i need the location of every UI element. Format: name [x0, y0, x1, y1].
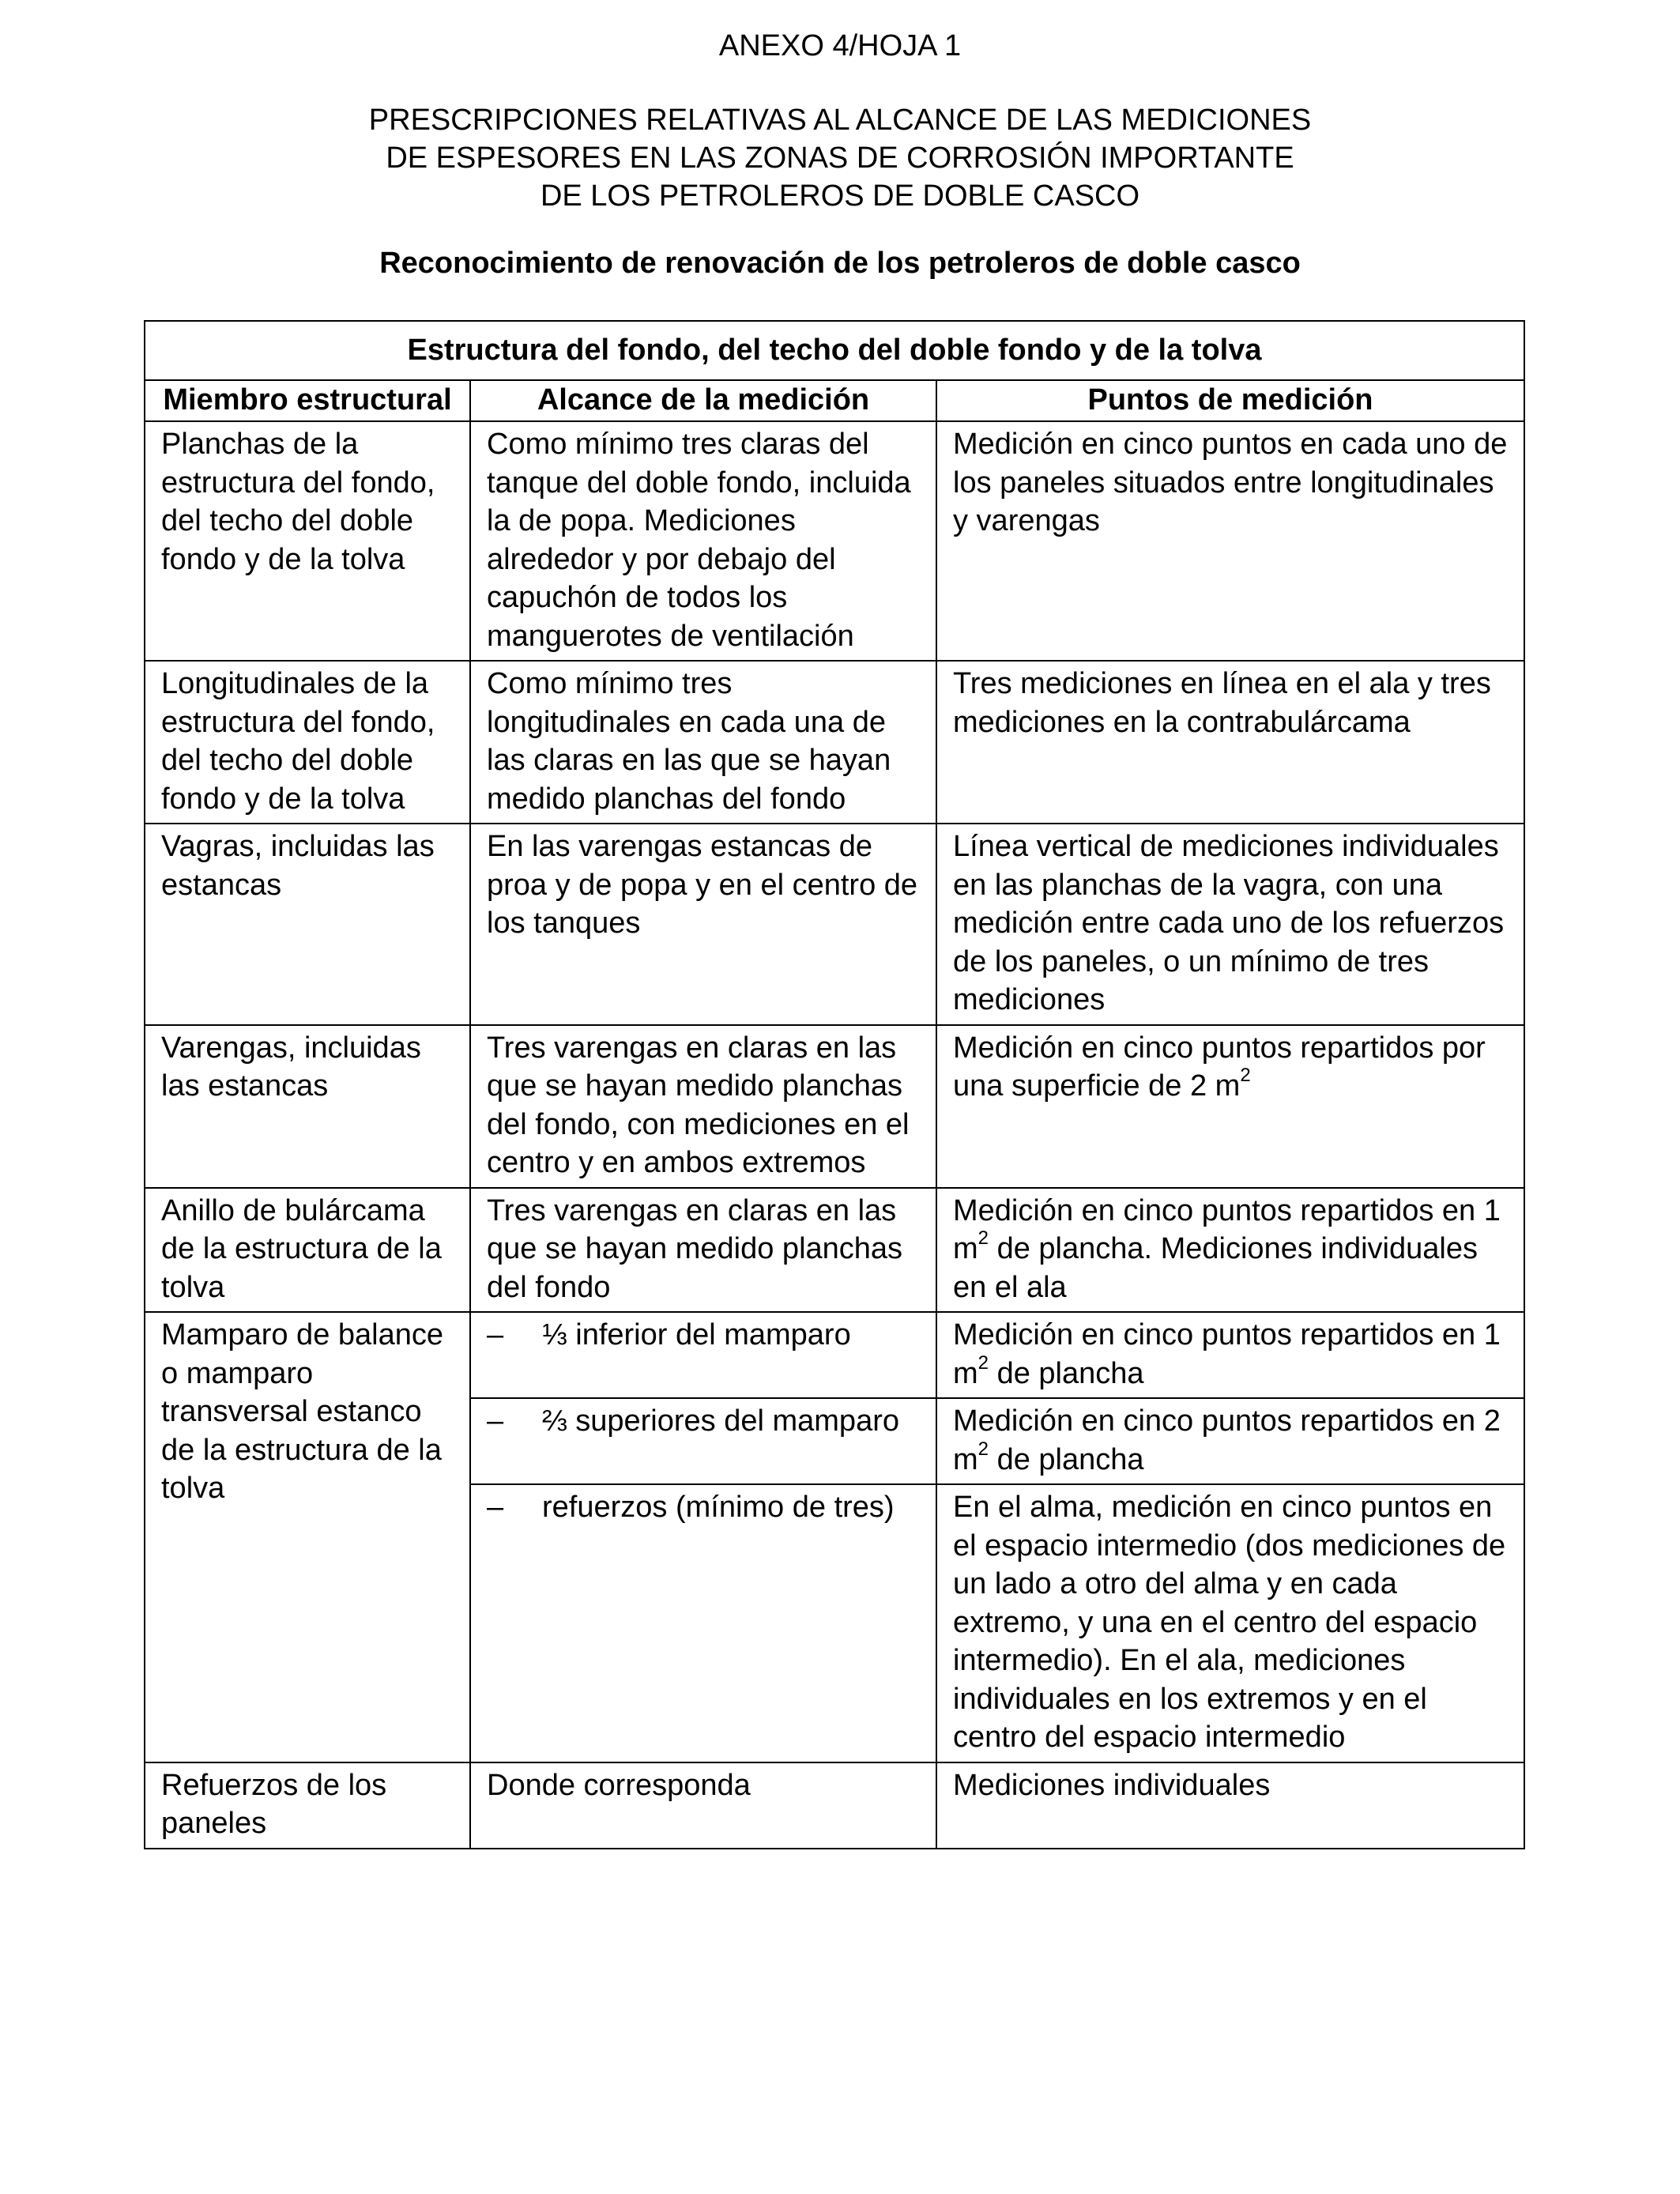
dash-item-text: ⅓ inferior del mamparo	[542, 1318, 851, 1351]
cell-extent	[470, 1312, 936, 1398]
cell-member: Mamparo de balance o mamparo transversal estanco de la estructura de la tolva	[145, 1312, 470, 1762]
cell-member: Longitudinales de la estructura del fondo, del techo del doble fondo y de la tolva	[145, 661, 470, 824]
dash-item	[487, 1488, 920, 1527]
table-band-row	[145, 321, 1524, 380]
cell-extent: Tres varengas en claras en las que se hayan medido planchas del fondo	[470, 1188, 936, 1313]
cell-points: Tres mediciones en línea en el ala y tres mediciones en la contrabulárcama	[936, 661, 1524, 824]
superscript: 2	[977, 1227, 989, 1250]
table-row	[145, 1762, 1524, 1849]
column-header-extent: Alcance de la medición	[470, 380, 936, 422]
title-line-3: DE LOS PETROLEROS DE DOBLE CASCO	[540, 179, 1140, 213]
cell-member: Anillo de bulárcama de la estructura de la tolva	[145, 1188, 470, 1313]
cell-extent: Tres varengas en claras en las que se hayan medido planchas del fondo, con mediciones en el centro y en ambos extremos	[470, 1025, 936, 1188]
cell-extent	[470, 1484, 936, 1762]
cell-member: Refuerzos de los paneles	[145, 1762, 470, 1849]
table-row	[145, 824, 1524, 1025]
subtitle: Reconocimiento de renovación de los petroleros de doble casco	[379, 247, 1301, 280]
title-line-2: DE ESPESORES EN LAS ZONAS DE CORROSIÓN IMPORTANTE	[386, 141, 1294, 175]
column-header-member: Miembro estructural	[145, 380, 470, 422]
points-text: Medición en cinco puntos repartidos en 1 m	[953, 1318, 1501, 1390]
points-text-tail: de plancha	[989, 1356, 1144, 1390]
cell-member: Varengas, incluidas las estancas	[145, 1025, 470, 1188]
dash-bullet: –	[487, 1404, 504, 1438]
cell-extent	[470, 1398, 936, 1484]
dash-item	[487, 1316, 920, 1355]
cell-extent: Como mínimo tres claras del tanque del doble fondo, incluida la de popa. Mediciones alrededor y por debajo del capuchón de todos los manguerotes de ventilación	[470, 421, 936, 661]
table-row	[145, 421, 1524, 661]
cell-points: Línea vertical de mediciones individuales en las planchas de la vagra, con una medición entre cada uno de los refuerzos de los paneles, o un mínimo de tres mediciones	[936, 824, 1524, 1025]
table-row	[145, 1025, 1524, 1188]
dash-item-text: ⅔ superiores del mamparo	[542, 1404, 899, 1438]
superscript: 2	[1240, 1065, 1251, 1087]
cell-points	[936, 1312, 1524, 1398]
cell-points: En el alma, medición en cinco puntos en el espacio intermedio (dos mediciones de un lado a otro del alma y en cada extremo, y una en el centro del espacio intermedio). En el ala, mediciones individuales en los extremos y en el centro del espacio intermedio	[936, 1484, 1524, 1762]
cell-points	[936, 1188, 1524, 1313]
table-header-row	[145, 380, 1524, 422]
measurement-table	[144, 320, 1525, 1849]
cell-member: Vagras, incluidas las estancas	[145, 824, 470, 1025]
table-row	[145, 661, 1524, 824]
cell-member: Planchas de la estructura del fondo, del techo del doble fondo y de la tolva	[145, 421, 470, 661]
cell-points	[936, 1398, 1524, 1484]
superscript: 2	[977, 1351, 989, 1374]
points-text-tail: de plancha. Mediciones individuales en el ala	[953, 1232, 1478, 1304]
column-header-points: Puntos de medición	[936, 380, 1524, 422]
table-band-title: Estructura del fondo, del techo del doble fondo y de la tolva	[145, 321, 1524, 380]
points-text: Medición en cinco puntos repartidos en 1 m	[953, 1193, 1501, 1265]
points-text-tail: de plancha	[989, 1442, 1144, 1476]
cell-extent: Donde corresponda	[470, 1762, 936, 1849]
dash-bullet: –	[487, 1318, 504, 1351]
points-text: Medición en cinco puntos repartidos por una superficie de 2 m	[953, 1031, 1486, 1103]
dash-item	[487, 1402, 920, 1441]
cell-points	[936, 1025, 1524, 1188]
cell-extent: En las varengas estancas de proa y de popa y en el centro de los tanques	[470, 824, 936, 1025]
superscript: 2	[977, 1438, 989, 1460]
title-line-1: PRESCRIPCIONES RELATIVAS AL ALCANCE DE LAS MEDICIONES	[368, 104, 1312, 137]
table-row	[145, 1312, 1524, 1398]
cell-points: Medición en cinco puntos en cada uno de los paneles situados entre longitudinales y varengas	[936, 421, 1524, 661]
cell-points: Mediciones individuales	[936, 1762, 1524, 1849]
table-row	[145, 1188, 1524, 1313]
cell-extent: Como mínimo tres longitudinales en cada una de las claras en las que se hayan medido planchas del fondo	[470, 661, 936, 824]
annex-label: ANEXO 4/HOJA 1	[718, 29, 962, 62]
dash-bullet: –	[487, 1491, 504, 1524]
points-text: Medición en cinco puntos repartidos en 2 m	[953, 1404, 1501, 1476]
dash-item-text: refuerzos (mínimo de tres)	[542, 1491, 895, 1524]
